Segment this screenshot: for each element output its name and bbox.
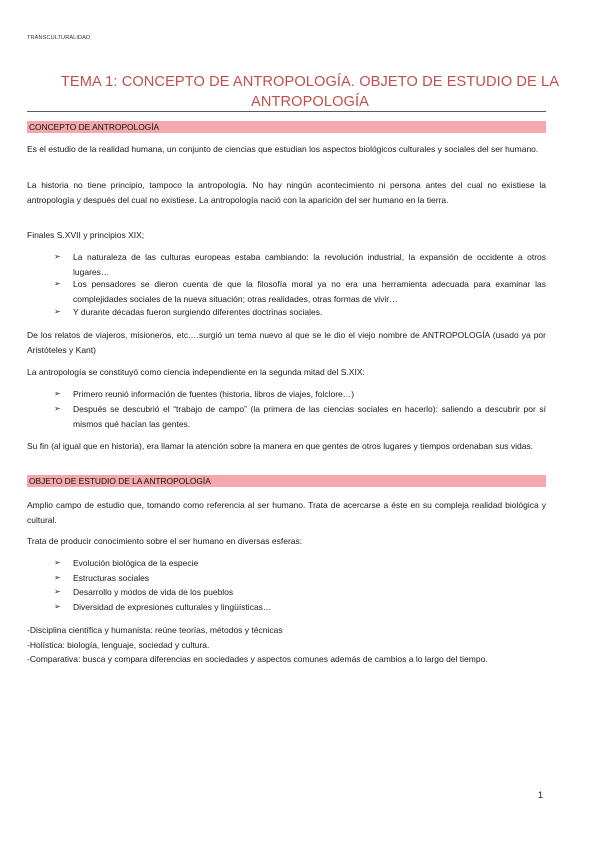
paragraph: La antropología se constituyó como ciencia independiente en la segunda mitad del S.XIX:: [27, 367, 365, 377]
arrow-bullet-icon: ➢: [54, 252, 61, 261]
list-item-text: Primero reunió información de fuentes (historia, libros de viajes, folclore…): [73, 389, 355, 399]
section-heading-concepto: CONCEPTO DE ANTROPOLOGÍA: [27, 121, 546, 133]
list-item: [54, 402, 546, 431]
list-item: [54, 305, 546, 320]
list-item-text: Diversidad de expresiones culturales y lingüísticas…: [73, 602, 272, 612]
list-item: [54, 571, 546, 586]
list-item: [54, 277, 546, 306]
list-item-text: La naturaleza de las culturas europeas estaba cambiando: la revolución industrial, la expansión de occidente a otros lugares…: [73, 252, 546, 277]
list-item-text: Evolución biológica de la especie: [73, 558, 199, 568]
list-item: [54, 556, 546, 571]
arrow-bullet-icon: ➢: [54, 602, 61, 611]
title-line-2: ANTROPOLOGÍA: [251, 94, 369, 110]
list-item-text: Los pensadores se dieron cuenta de que la filosofía moral ya no era una herramienta adecuada para examinar las complejidades sociales de la nueva situación; otras realidades, otras formas de vivir…: [73, 279, 546, 304]
arrow-bullet-icon: ➢: [54, 558, 61, 567]
title-line-1: TEMA 1: CONCEPTO DE ANTROPOLOGÍA. OBJETO DE ESTUDIO DE LA: [60, 74, 560, 90]
list-item: [54, 600, 546, 615]
arrow-bullet-icon: ➢: [54, 587, 61, 596]
arrow-bullet-icon: ➢: [54, 279, 61, 288]
paragraph: Su fin (al igual que en historia), era llamar la atención sobre la manera en que gentes de otros lugares y tiempos ordenaban sus vidas.: [27, 441, 534, 451]
list-item-text: Y durante décadas fueron surgiendo diferentes doctrinas sociales.: [73, 307, 323, 317]
list-item-text: Después se descubrió el “trabajo de campo” (la primera de las ciencias sociales en hacerlo): saliendo a descubrir por sí mismos qué hacían las gentes.: [73, 404, 546, 429]
arrow-bullet-icon: ➢: [54, 307, 61, 316]
paragraph: De los relatos de viajeros, misioneros, etc.…surgió un tema nuevo al que se le dio el viejo nombre de ANTROPOLOGÍA (usado ya por Aristóteles y Kant): [27, 330, 546, 355]
paragraph: Es el estudio de la realidad humana, un conjunto de ciencias que estudian los aspectos biológicos culturales y sociales del ser humano.: [27, 144, 539, 154]
list-item-text: Estructuras sociales: [73, 573, 150, 583]
paragraph: La historia no tiene principio, tampoco la antropología. No hay ningún acontecimiento ni persona antes del cual no existiese la antropología y después del cual no existiese. La antropología nació con la aparición del ser humano en la tierra.: [27, 180, 546, 205]
page-title: [60, 72, 560, 112]
title-divider: [27, 111, 546, 112]
list-item: [54, 387, 546, 402]
arrow-bullet-icon: ➢: [54, 573, 61, 582]
section-heading-objeto: OBJETO DE ESTUDIO DE LA ANTROPOLOGÍA: [27, 475, 546, 487]
paragraph: Trata de producir conocimiento sobre el ser humano en diversas esferas:: [27, 536, 303, 546]
list-item: [54, 585, 546, 600]
characteristic-line: -Holística: biología, lenguaje, sociedad y cultura.: [27, 640, 210, 650]
page-number: 1: [538, 790, 544, 800]
running-header: TRANSCULTURALIDAD: [27, 35, 91, 41]
paragraph: Amplio campo de estudio que, tomando como referencia al ser humano. Trata de acercarse a éste en su compleja realidad biológica y cultural.: [27, 500, 546, 525]
list-item: [54, 250, 546, 279]
arrow-bullet-icon: ➢: [54, 389, 61, 398]
characteristic-line: -Comparativa: busca y compara diferencias en sociedades y aspectos comunes además de cambios a lo largo del tiempo.: [27, 654, 488, 664]
characteristic-line: -Disciplina científica y humanista: reúne teorías, métodos y técnicas: [27, 625, 283, 635]
arrow-bullet-icon: ➢: [54, 404, 61, 413]
list-item-text: Desarrollo y modos de vida de los pueblos: [73, 587, 234, 597]
paragraph: Finales S.XVII y principios XIX;: [27, 230, 145, 240]
